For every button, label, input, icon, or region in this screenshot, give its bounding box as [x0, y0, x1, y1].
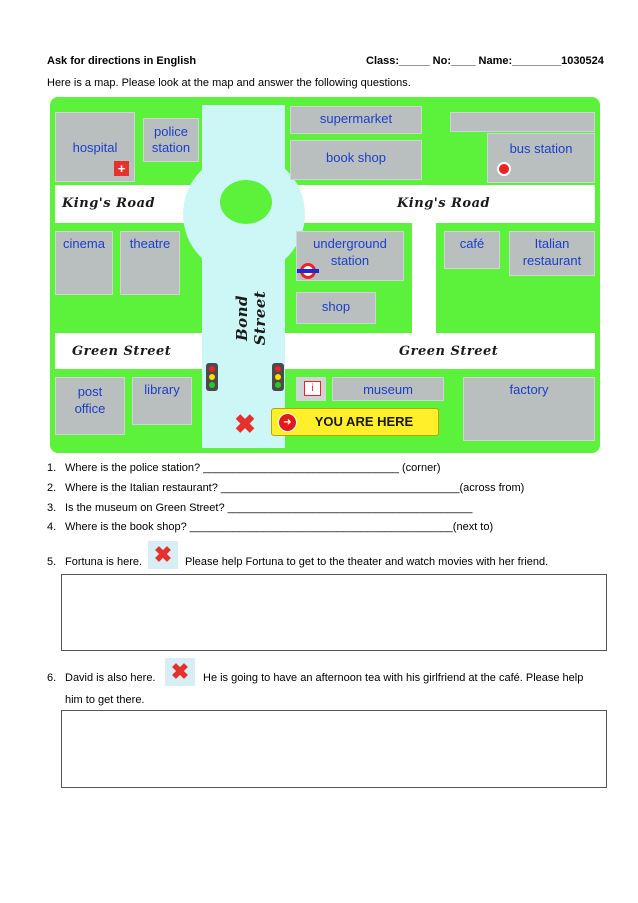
traffic-light-left-icon: [206, 363, 218, 391]
kings-road-label-right: King's Road: [397, 196, 491, 211]
building-post-office: post office: [55, 377, 125, 435]
building-police-station: police station: [143, 118, 199, 162]
bus-station-icon: [497, 162, 511, 176]
building-library: library: [132, 377, 192, 425]
building-bus-station: bus station: [487, 133, 595, 183]
underground-icon-bar: [297, 269, 319, 273]
building-theatre: theatre: [120, 231, 180, 295]
building-supermarket: supermarket: [290, 106, 422, 134]
building-blank-top: [450, 112, 595, 132]
q6-cross-icon: ✖: [165, 658, 195, 686]
green-street-label-right: Green Street: [399, 344, 499, 359]
you-are-here-badge: YOU ARE HERE: [271, 408, 439, 436]
traffic-light-right-icon: [272, 363, 284, 391]
worksheet-title: Ask for directions in English: [47, 55, 197, 67]
building-underground-station: underground station: [296, 231, 404, 281]
question-6-task: He is going to have an afternoon tea with his girlfriend at the café. Please help: [203, 672, 584, 684]
museum-info-icon: i: [304, 381, 321, 396]
hospital-cross-icon: +: [114, 161, 129, 176]
building-book-shop: book shop: [290, 140, 422, 180]
building-factory: factory: [463, 377, 595, 441]
kings-road-label-left: King's Road: [62, 196, 156, 211]
building-cafe: café: [444, 231, 500, 269]
start-cross-icon: ✖: [234, 409, 256, 439]
question-4: 4. Where is the book shop? ___________________________________________(next to): [47, 521, 494, 533]
building-hospital: hospital: [55, 112, 135, 182]
you-are-here-arrow-icon: ➜: [278, 413, 297, 432]
building-italian-restaurant: Italian restaurant: [509, 231, 595, 276]
building-cinema: cinema: [55, 231, 113, 295]
building-shop: shop: [296, 292, 376, 324]
building-museum: museum: [332, 377, 444, 401]
answer-box-5[interactable]: [61, 574, 607, 651]
question-3: 3. Is the museum on Green Street? ________________________________________: [47, 502, 473, 514]
answer-box-6[interactable]: [61, 710, 607, 788]
student-info-fields: Class:_____ No:____ Name:________1030524: [366, 55, 604, 67]
question-5: 5. Fortuna is here.: [47, 556, 143, 568]
question-6-task-cont: him to get there.: [65, 694, 145, 706]
question-2: 2. Where is the Italian restaurant? _______________________________________(across from): [47, 482, 525, 494]
bond-street-label: Bond Street: [233, 290, 269, 346]
side-road: [412, 223, 436, 333]
q5-cross-icon: ✖: [148, 541, 178, 569]
street-map: [47, 95, 602, 455]
instructions: Here is a map. Please look at the map and answer the following questions.: [47, 77, 411, 89]
question-5-task: Please help Fortuna to get to the theater and watch movies with her friend.: [185, 556, 549, 568]
green-street-label-left: Green Street: [72, 344, 172, 359]
roundabout-center: [220, 180, 272, 224]
question-1: 1. Where is the police station? ________________________________ (corner): [47, 462, 441, 474]
question-6: 6. David is also here.: [47, 672, 156, 684]
